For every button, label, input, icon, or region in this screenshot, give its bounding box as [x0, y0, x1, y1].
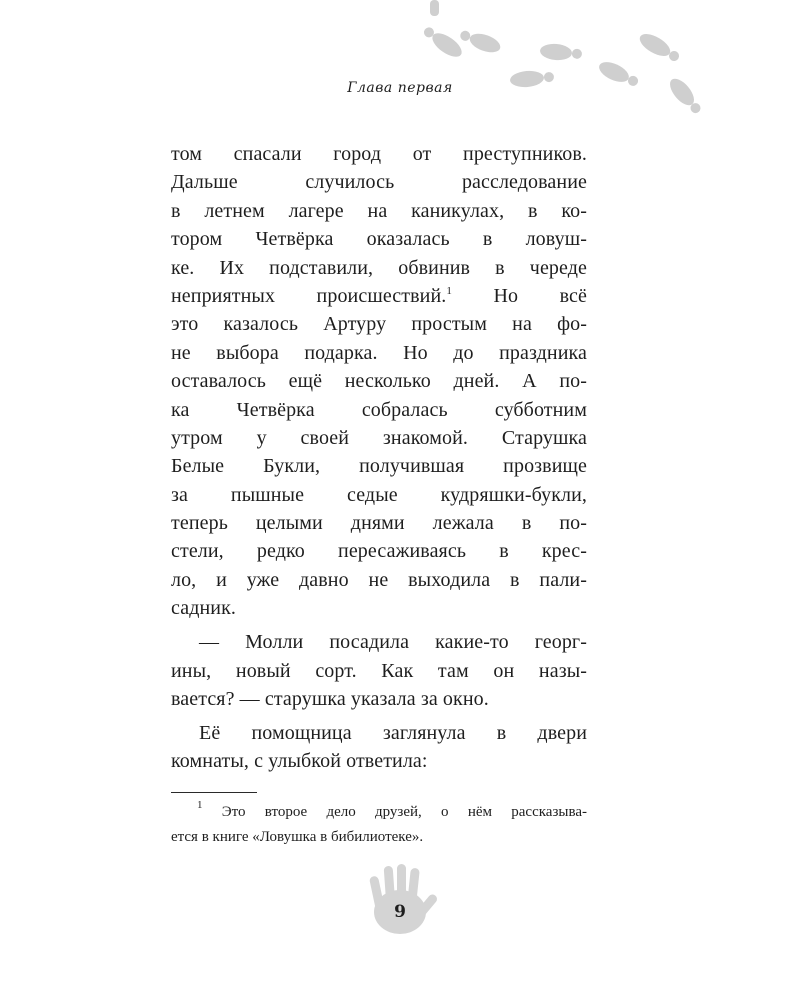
footnote-line: ется в книге «Ловушка в бибилиотеке».: [171, 829, 424, 845]
text-line: ло, и уже давно не выходила в пали-: [171, 568, 587, 591]
text-line: в летнем лагере на каникулах, в ко-: [171, 199, 587, 222]
footnote-divider: [171, 792, 257, 793]
text-line: тором Четвёрка оказалась в ловуш-: [171, 228, 587, 251]
text-line: вается? — старушка указала за окно.: [171, 688, 489, 711]
paragraph-3: [171, 719, 587, 776]
text-line: оставалось ещё несколько дней. А по-: [171, 370, 587, 393]
paragraph-1: [171, 140, 587, 623]
text-line: ины, новый сорт. Как там он назы-: [171, 659, 587, 682]
text-line: комнаты, с улыбкой ответила:: [171, 750, 428, 773]
text-line: утром у своей знакомой. Старушка: [171, 426, 587, 449]
text-fragment: неприятных происшествий.: [171, 284, 447, 307]
footnote-text: Это второе дело друзей, о нём рассказыва-: [221, 804, 587, 820]
text-line: — Молли посадила какие-то георг-: [199, 631, 587, 654]
footnote-marker: 1: [197, 799, 203, 811]
text-line: том спасали город от преступников.: [171, 143, 587, 165]
footprints-icon: [0, 0, 800, 130]
page-number: 9: [394, 902, 406, 922]
body-text: [171, 140, 587, 781]
footnote-line: [171, 800, 587, 825]
paragraph-2: [171, 628, 587, 713]
text-line: Её помощница заглянула в двери: [199, 722, 587, 744]
text-line: Дальше случилось расследование: [171, 171, 587, 194]
text-line: не выбора подарка. Но до праздника: [171, 341, 587, 364]
text-line-with-footnote: [171, 282, 587, 310]
text-line: стели, редко пересаживаясь в крес-: [171, 540, 587, 563]
text-line: теперь целыми днями лежала в по-: [171, 512, 587, 535]
handprint-icon: [342, 856, 458, 936]
text-line: это казалось Артуру простым на фо-: [171, 313, 587, 336]
text-line: ка Четвёрка собралась субботним: [171, 398, 587, 421]
text-line: садник.: [171, 597, 236, 620]
text-line: ке. Их подставили, обвинив в череде: [171, 256, 587, 279]
text-fragment: Но всё: [493, 284, 587, 307]
running-title: Глава первая: [347, 80, 453, 96]
text-line: за пышные седые кудряшки-букли,: [171, 483, 587, 506]
text-line: Белые Букли, получившая прозвище: [171, 455, 587, 478]
footnote: [171, 800, 587, 850]
footnote-reference[interactable]: 1: [446, 284, 452, 297]
